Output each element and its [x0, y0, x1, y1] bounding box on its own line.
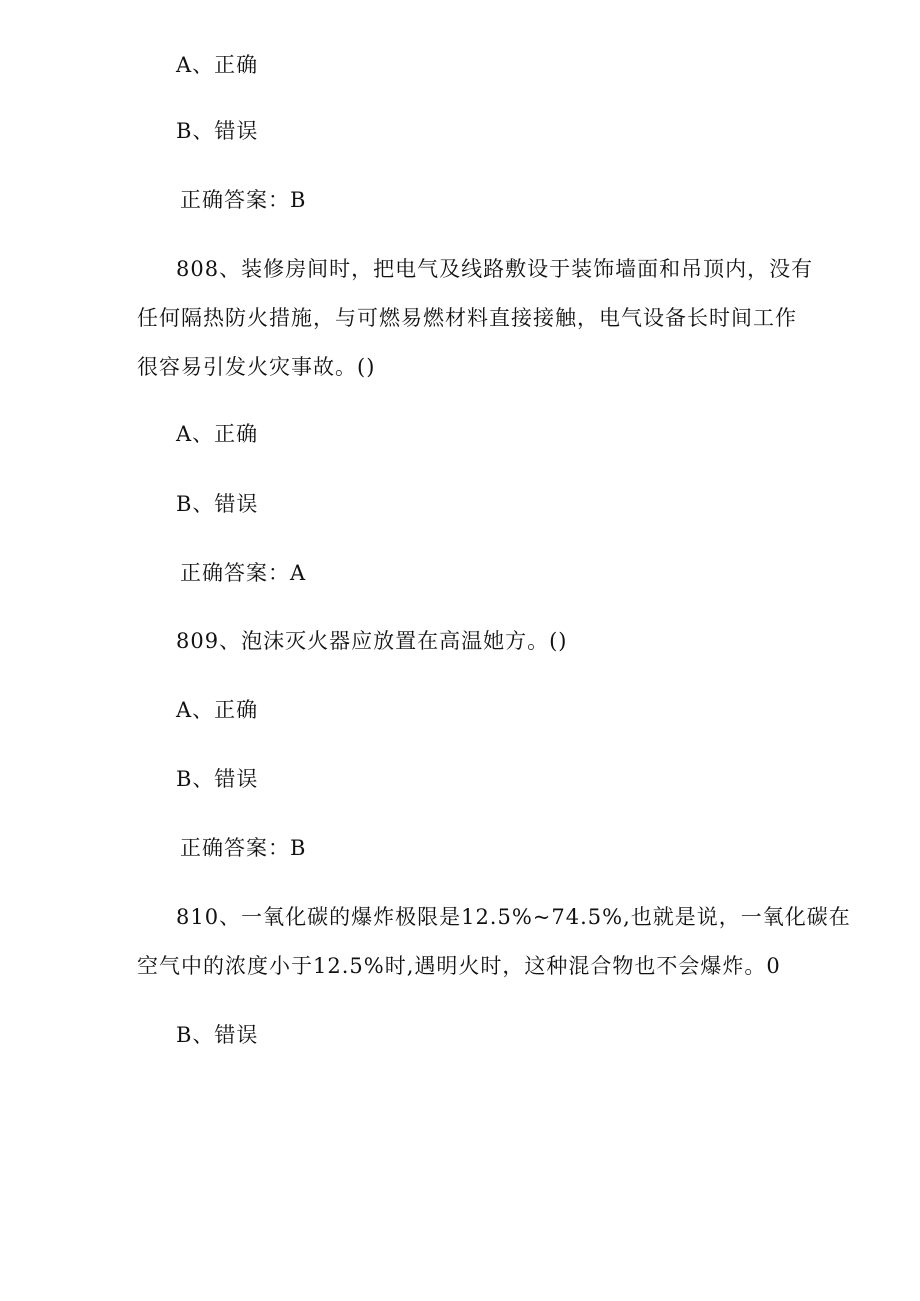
correct-answer: 正确答案：B — [180, 836, 307, 860]
question-809-line-1: 809、泡沫灭火器应放置在高温她方。() — [176, 629, 568, 653]
option-b: B、错误 — [176, 767, 259, 791]
option-a: A、正确 — [176, 698, 259, 722]
question-808-line-2: 任何隔热防火措施，与可燃易燃材料直接接触，电气设备长时间工作 — [137, 306, 797, 330]
option-b: B、错误 — [176, 1023, 259, 1047]
question-810-line-2: 空气中的浓度小于12.5%时,遇明火时，这种混合物也不会爆炸。0 — [137, 954, 781, 978]
correct-answer: 正确答案：B — [180, 188, 307, 212]
option-a: A、正确 — [176, 53, 259, 77]
question-808-line-1: 808、装修房间时，把电气及线路敷设于装饰墙面和吊顶内，没有 — [176, 257, 814, 281]
option-b: B、错误 — [176, 119, 259, 143]
question-808-line-3: 很容易引发火灾事故。() — [137, 355, 376, 379]
option-b: B、错误 — [176, 492, 259, 516]
option-a: A、正确 — [176, 422, 259, 446]
correct-answer: 正确答案：A — [180, 561, 307, 585]
question-810-line-1: 810、一氧化碳的爆炸极限是12.5%~74.5%,也就是说，一氧化碳在 — [176, 905, 851, 929]
